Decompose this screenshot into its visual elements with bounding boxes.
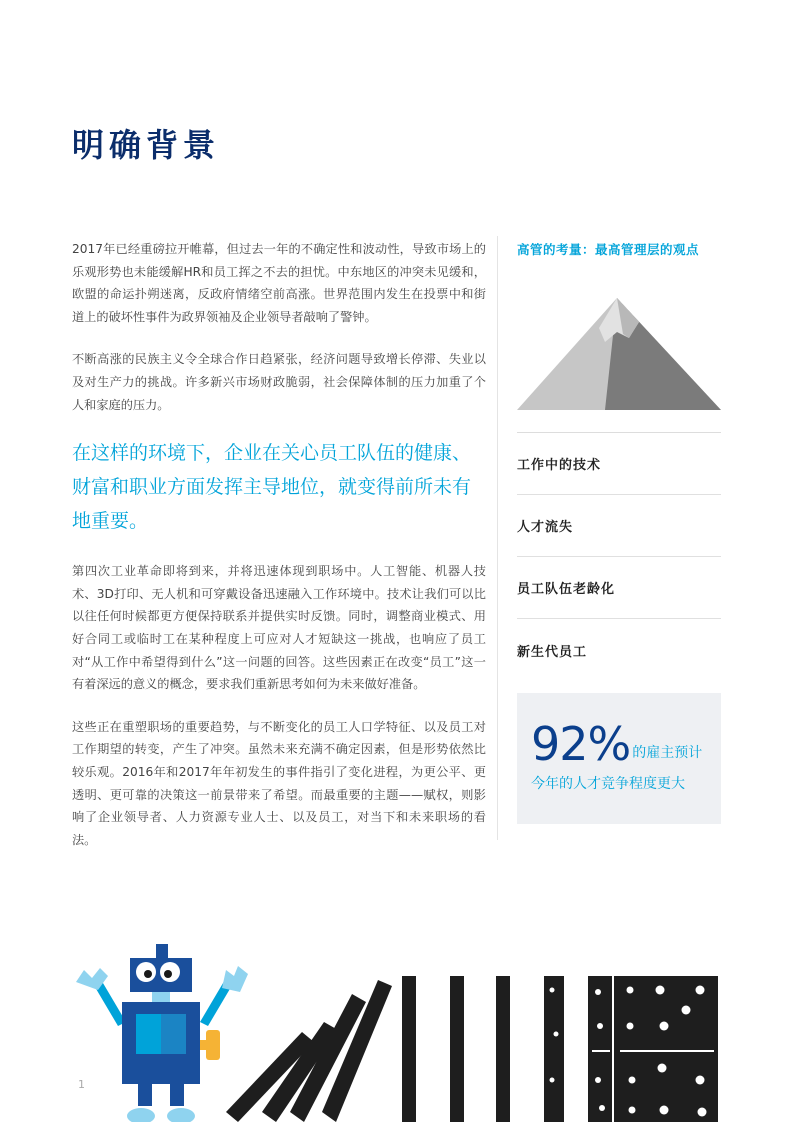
sidebar-heading: 高管的考量：最高管理层的观点 [517,242,700,257]
topic-item: 员工队伍老龄化 [517,557,721,619]
body-paragraph-4: 这些正在重塑职场的重要趋势，与不断变化的员工人口学特征、以及员工对工作期望的转变，产生了冲突。虽然未来充满不确定因素，但是形势依然比较乐观。2016年和2017年年初发生的事件指引了变化进程，为更公平、更透明、更可靠的决策这一前景带来了希望。而最重要的主题——赋权，则影响了企业领导者、人力资源专业人士、以及员工，对当下和未来职场的看法。 [72,719,486,847]
body-paragraph-3: 第四次工业革命即将到来，并将迅速体现到职场中。人工智能、机器人技术、3D打印、无人机和可穿戴设备迅速融入工作环境中。技术让我们可以比以往任何时候都更方便保持联系并提供实时反馈。同时，调整商业模式、用好合同工或临时工在某种程度上可应对人才短缺这一挑战，也响应了员工对“从工作中希望得到什么”这一问题的回答。这些因素正在改变“员工”这一有着深远的意义的概念，要求我们重新思考如何为未来做好准备。 [72,564,486,692]
page-number: 1 [78,1078,85,1091]
stat-callout [517,693,721,824]
robot-icon [76,944,248,1122]
topic-item: 新生代员工 [517,644,588,660]
dominoes-icon [226,976,718,1122]
stat-description: 今年的人才竞争程度更大 [531,776,685,792]
topic-item: 人才流失 [517,495,721,557]
main-text-column [72,238,486,871]
bottom-illustration [0,930,793,1122]
page-title: 明确背景 [72,126,221,164]
column-divider [497,236,498,840]
stat-suffix: 的雇主预计 [632,745,703,761]
body-paragraph-2: 不断高涨的民族主义令全球合作日趋紧张，经济问题导致增长停滞、失业以及对生产力的挑战。许多新兴市场财政脆弱，社会保障体制的压力加重了个人和家庭的压力。 [72,352,486,412]
topic-list [517,433,721,681]
sidebar [517,240,721,681]
mountain-icon [517,298,721,410]
pull-quote: 在这样的环境下，企业在关心员工队伍的健康、财富和职业方面发挥主导地位，就变得前所未有地重要。 [72,442,472,533]
stat-number: 92% [531,717,631,771]
topic-item: 工作中的技术 [517,433,721,495]
body-paragraph-1: 2017年已经重磅拉开帷幕，但过去一年的不确定性和波动性，导致市场上的乐观形势也未能缓解HR和员工挥之不去的担忧。中东地区的冲突未见缓和，欧盟的命运扑朔迷离，反政府情绪空前高涨。世界范围内发生在投票中和街道上的破坏性事件为政界领袖及企业领导者敲响了警钟。 [72,242,486,324]
